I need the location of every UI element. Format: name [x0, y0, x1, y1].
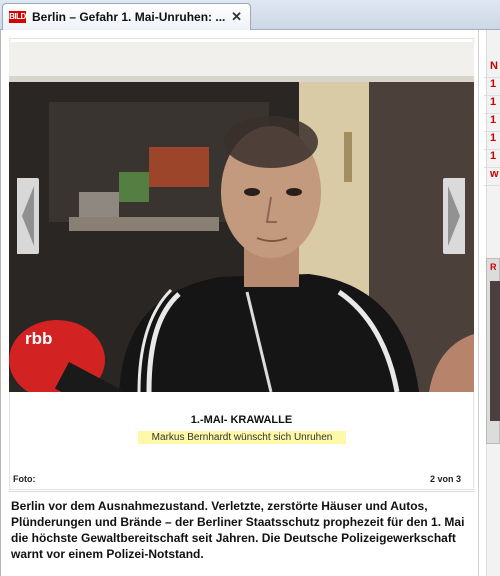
sidebar-item[interactable]: 1 [484, 78, 500, 96]
sidebar-item[interactable]: 1 [484, 132, 500, 150]
gallery-subcaption: Markus Bernhardt wünscht sich Unruhen [138, 431, 346, 444]
gallery-next-button[interactable] [443, 178, 465, 254]
gallery-counter: 2 von 3 [430, 474, 462, 484]
sidebar-item[interactable]: 1 [484, 114, 500, 132]
article-lead: Berlin vor dem Ausnahmezustand. Verletzte, zerstörte Häuser und Autos, Plünderungen und Brände – der Berliner Staatsschutz prophezeit für den 1. Mai die höchste Gewaltbereitschaft seit Jahren. Die Deutsche Polizeigewerkschaft warnt vor einem Polizei-Notstand. [11, 499, 465, 561]
gallery-prev-button[interactable] [17, 178, 39, 254]
browser-tab[interactable] [2, 3, 251, 30]
chevron-left-icon [17, 178, 39, 254]
photo-illustration [9, 42, 474, 392]
sidebar-teaser-label: R [490, 262, 497, 272]
chevron-right-icon [443, 178, 465, 254]
gallery-headline: 1.-MAI- KRAWALLE [190, 414, 293, 426]
gallery-divider [9, 491, 474, 492]
gallery-photo [9, 42, 474, 392]
photo-credit-label: Foto: [13, 474, 36, 484]
close-tab-icon[interactable]: ✕ [231, 9, 242, 24]
sidebar-item[interactable]: 1 [484, 150, 500, 168]
sidebar-item[interactable]: w [484, 168, 500, 186]
sidebar-teaser-box[interactable] [486, 258, 500, 444]
sidebar-item[interactable]: 1 [484, 96, 500, 114]
tab-title: Berlin – Gefahr 1. Mai-Unruhen: ... [32, 10, 226, 24]
browser-tab-strip [0, 0, 500, 30]
column-divider [478, 30, 479, 576]
mic-brand-label: rbb [25, 329, 53, 348]
bild-favicon-icon: BILD [9, 12, 26, 21]
sidebar-item[interactable]: N [484, 60, 500, 78]
sidebar-teaser-image [490, 281, 500, 421]
